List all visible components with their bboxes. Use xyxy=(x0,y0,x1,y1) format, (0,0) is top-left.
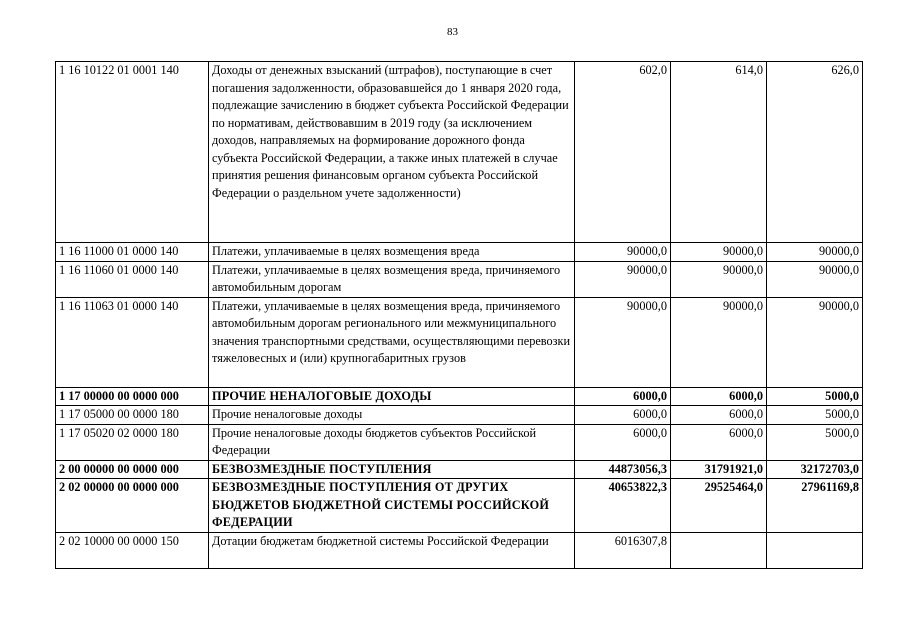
table-row xyxy=(56,62,863,243)
table-row xyxy=(56,460,863,479)
row-description: Доходы от денежных взысканий (штрафов), поступающие в счет погашения задолженности, образовавшейся до 1 января 2020 года, подлежащие зачислению в бюджет субъекта Российской Федерации по нормативам, действовавшим в 2019 году (за исключением доходов, направляемых на формирование дорожного фонда субъекта Российской Федерации, а также иных платежей в случае принятия решения финансовым органом субъекта Российской Федерации о раздельном учете задолженности) xyxy=(209,62,575,243)
row-value-1: 6016307,8 xyxy=(575,533,671,569)
row-value-2: 90000,0 xyxy=(671,243,767,262)
row-value-1: 6000,0 xyxy=(575,424,671,460)
budget-table xyxy=(55,61,863,569)
table-row xyxy=(56,406,863,425)
row-code: 2 00 00000 00 0000 000 xyxy=(56,460,209,479)
row-value-2: 31791921,0 xyxy=(671,460,767,479)
row-value-2 xyxy=(671,533,767,569)
row-value-3: 27961169,8 xyxy=(767,479,863,533)
row-value-1: 6000,0 xyxy=(575,387,671,406)
row-description: Платежи, уплачиваемые в целях возмещения вреда, причиняемого автомобильным дорогам xyxy=(209,261,575,297)
row-value-2: 614,0 xyxy=(671,62,767,243)
row-code: 2 02 00000 00 0000 000 xyxy=(56,479,209,533)
row-value-3: 90000,0 xyxy=(767,297,863,387)
row-code: 1 17 00000 00 0000 000 xyxy=(56,387,209,406)
row-value-1: 602,0 xyxy=(575,62,671,243)
row-value-2: 90000,0 xyxy=(671,261,767,297)
row-description: Прочие неналоговые доходы xyxy=(209,406,575,425)
row-description: ПРОЧИЕ НЕНАЛОГОВЫЕ ДОХОДЫ xyxy=(209,387,575,406)
table-row xyxy=(56,261,863,297)
row-code: 1 17 05000 00 0000 180 xyxy=(56,406,209,425)
table-row xyxy=(56,479,863,533)
row-code: 1 16 11063 01 0000 140 xyxy=(56,297,209,387)
row-code: 1 17 05020 02 0000 180 xyxy=(56,424,209,460)
row-value-1: 40653822,3 xyxy=(575,479,671,533)
row-value-1: 44873056,3 xyxy=(575,460,671,479)
table-row xyxy=(56,387,863,406)
table-row xyxy=(56,243,863,262)
row-value-3: 90000,0 xyxy=(767,261,863,297)
row-value-3: 626,0 xyxy=(767,62,863,243)
row-description: Дотации бюджетам бюджетной системы Российской Федерации xyxy=(209,533,575,569)
row-value-3: 5000,0 xyxy=(767,406,863,425)
row-value-2: 90000,0 xyxy=(671,297,767,387)
table-row xyxy=(56,424,863,460)
row-value-3: 5000,0 xyxy=(767,387,863,406)
row-code: 1 16 11000 01 0000 140 xyxy=(56,243,209,262)
row-code: 2 02 10000 00 0000 150 xyxy=(56,533,209,569)
row-description: Платежи, уплачиваемые в целях возмещения вреда xyxy=(209,243,575,262)
row-code: 1 16 11060 01 0000 140 xyxy=(56,261,209,297)
row-value-3: 90000,0 xyxy=(767,243,863,262)
row-code: 1 16 10122 01 0001 140 xyxy=(56,62,209,243)
row-value-3: 32172703,0 xyxy=(767,460,863,479)
row-value-1: 90000,0 xyxy=(575,297,671,387)
page-number: 83 xyxy=(447,26,458,38)
row-value-1: 90000,0 xyxy=(575,243,671,262)
table-row xyxy=(56,297,863,387)
table-row xyxy=(56,533,863,569)
row-value-3: 5000,0 xyxy=(767,424,863,460)
row-description: Прочие неналоговые доходы бюджетов субъектов Российской Федерации xyxy=(209,424,575,460)
row-value-3 xyxy=(767,533,863,569)
row-description: БЕЗВОЗМЕЗДНЫЕ ПОСТУПЛЕНИЯ xyxy=(209,460,575,479)
row-value-2: 6000,0 xyxy=(671,424,767,460)
row-value-2: 6000,0 xyxy=(671,387,767,406)
row-description: БЕЗВОЗМЕЗДНЫЕ ПОСТУПЛЕНИЯ ОТ ДРУГИХ БЮДЖЕТОВ БЮДЖЕТНОЙ СИСТЕМЫ РОССИЙСКОЙ ФЕДЕРАЦИИ xyxy=(209,479,575,533)
row-value-2: 6000,0 xyxy=(671,406,767,425)
row-value-1: 6000,0 xyxy=(575,406,671,425)
row-description: Платежи, уплачиваемые в целях возмещения вреда, причиняемого автомобильным дорогам регионального или межмуниципального значения транспортными средствами, осуществляющими перевозки тяжеловесных и (или) крупногабаритных грузов xyxy=(209,297,575,387)
row-value-1: 90000,0 xyxy=(575,261,671,297)
row-value-2: 29525464,0 xyxy=(671,479,767,533)
